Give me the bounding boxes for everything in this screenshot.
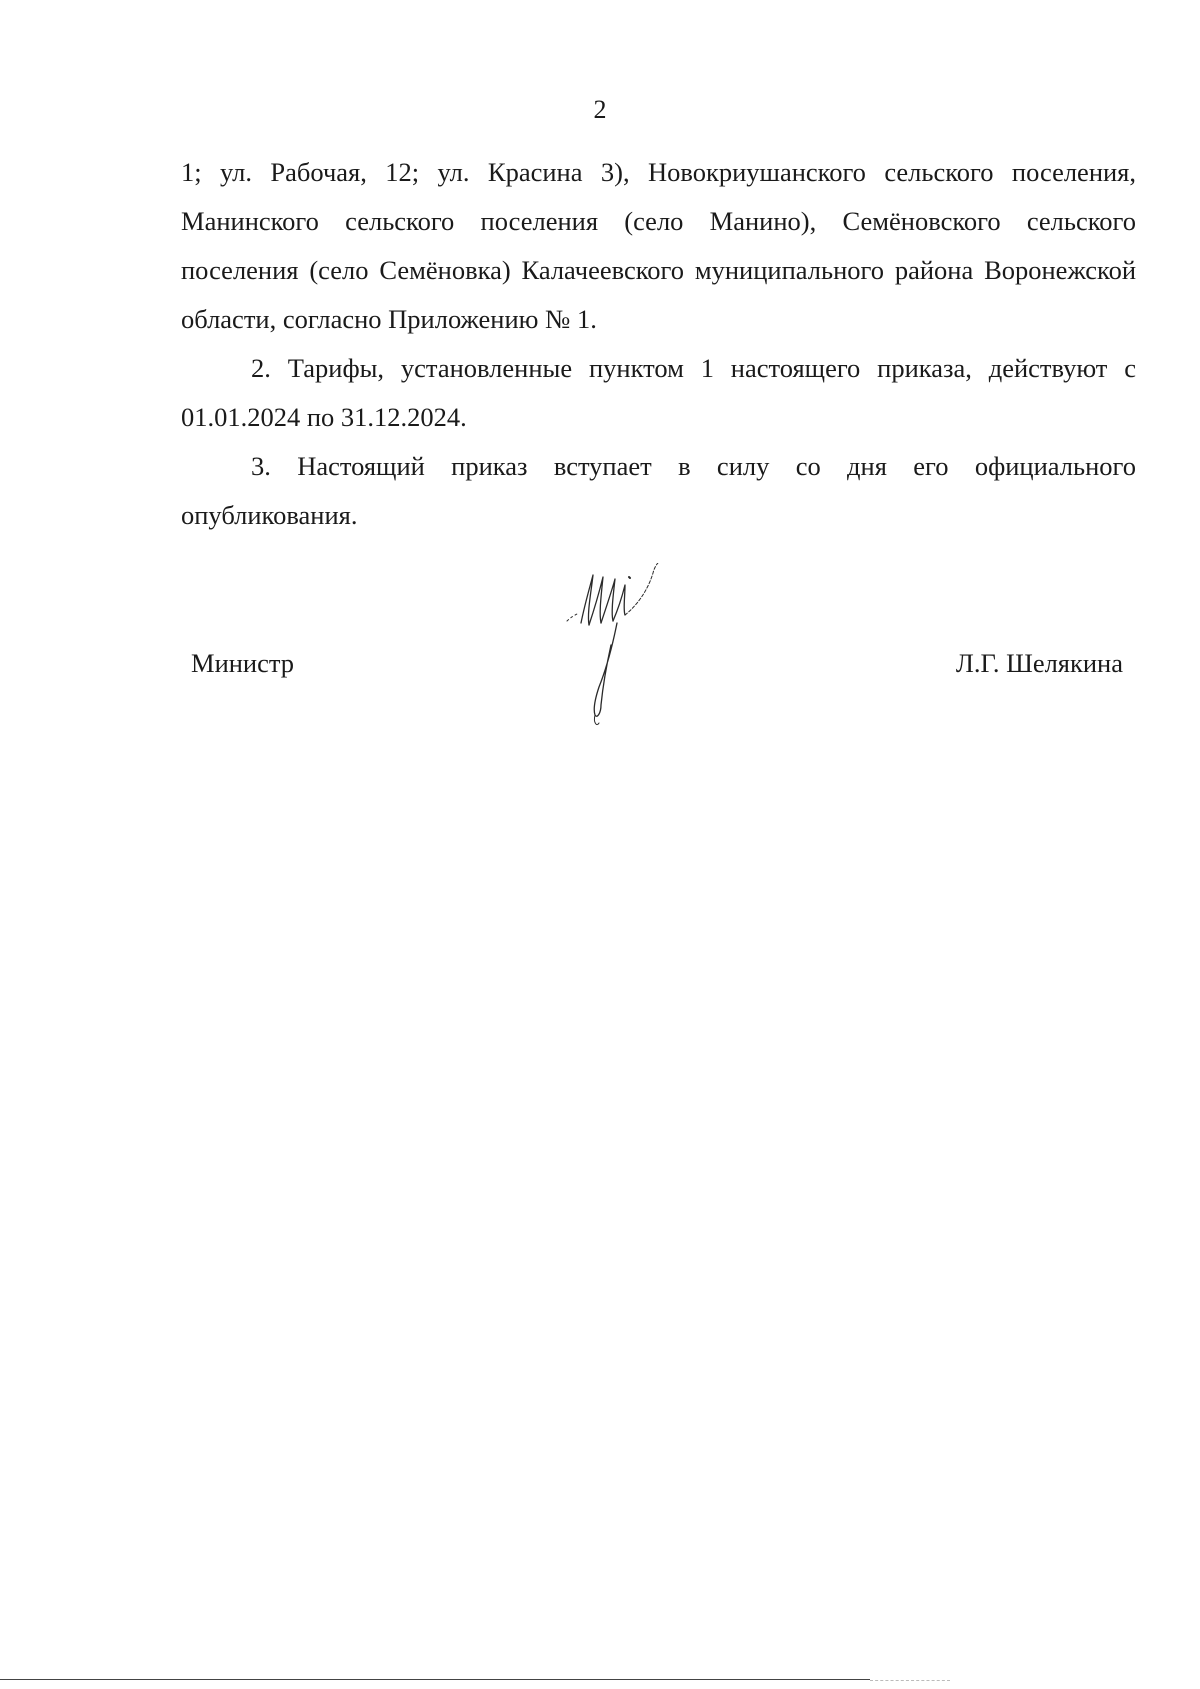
page-bottom-rule-faint	[870, 1680, 950, 1681]
paragraph-effective-date: 3. Настоящий приказ вступает в силу со дня его официального опубликования.	[181, 451, 1136, 530]
document-body	[181, 148, 1136, 540]
paragraph-continuation: 1; ул. Рабочая, 12; ул. Красина 3), Новокриушанского сельского поселения, Манинского сельского поселения (село Манино), Семёновского сельского поселения (село Семёновка) Калачеевского муниципального района Воронежской области, согласно Приложению № 1.	[181, 157, 1136, 334]
handwritten-signature	[555, 563, 705, 763]
page-bottom-rule	[0, 1679, 870, 1680]
signer-name: Л.Г. Шелякина	[955, 648, 1123, 678]
page-number: 2	[593, 95, 607, 124]
paragraph-tariff-period: 2. Тарифы, установленные пунктом 1 настоящего приказа, действуют с 01.01.2024 по 31.12.2024.	[181, 353, 1136, 432]
signer-position: Министр	[191, 648, 295, 678]
